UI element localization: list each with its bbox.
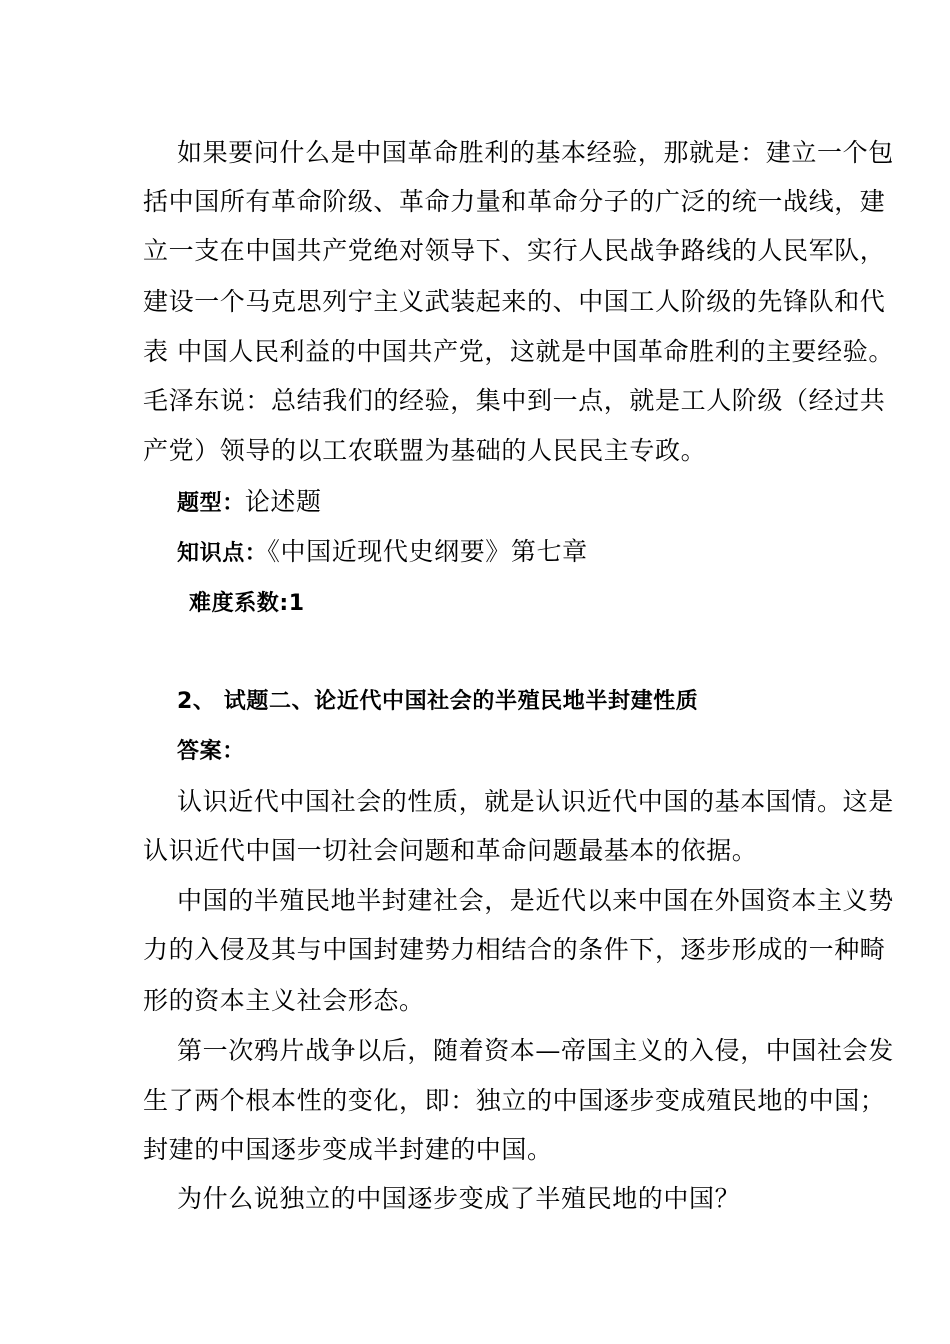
question-heading: 2、 试题二、论近代中国社会的半殖民地半封建性质: [177, 689, 699, 714]
difficulty: 难度系数:1: [189, 591, 305, 616]
knowledge-label: 知识点：: [177, 541, 268, 566]
paragraph-line: 立一支在中国共产党绝对领导下、实行人民战争路线的人民军队，: [143, 236, 886, 265]
paragraph-line: 生了两个根本性的变化，即：独立的中国逐步变成殖民地的中国；: [143, 1086, 886, 1115]
paragraph-line: 第一次鸦片战争以后，随着资本—帝国主义的入侵，中国社会发: [177, 1036, 894, 1065]
paragraph-line: 产党）领导的以工农联盟为基础的人民民主专政。: [143, 436, 707, 465]
paragraph-line: 力的入侵及其与中国封建势力相结合的条件下，逐步形成的一种畸: [143, 935, 886, 964]
paragraph-line: 中国的半殖民地半封建社会，是近代以来中国在外国资本主义势: [177, 886, 894, 915]
knowledge-point: [177, 536, 847, 570]
paragraph-line: 建设一个马克思列宁主义武装起来的、中国工人阶级的先锋队和代: [143, 287, 886, 316]
answer-label: 答案：: [177, 739, 245, 764]
knowledge-value: 《中国近现代史纲要》第七章: [267, 537, 588, 566]
question-type: [177, 486, 847, 520]
paragraph-line: 认识近代中国社会的性质，就是认识近代中国的基本国情。这是: [177, 787, 894, 816]
question-type-label: 题型：: [177, 491, 245, 516]
paragraph-line: 认识近代中国一切社会问题和革命问题最基本的依据。: [143, 836, 758, 865]
paragraph-line: 为什么说独立的中国逐步变成了半殖民地的中国？: [177, 1184, 741, 1213]
paragraph-line: 形的资本主义社会形态。: [143, 986, 425, 1015]
paragraph-line: 表 中国人民利益的中国共产党，这就是中国革命胜利的主要经验。: [143, 337, 894, 366]
question-type-value: 论述题: [244, 487, 322, 516]
paragraph-line: 括中国所有革命阶级、革命力量和革命分子的广泛的统一战线，建: [143, 187, 886, 216]
paragraph-line: 封建的中国逐步变成半封建的中国。: [143, 1135, 553, 1164]
paragraph-line: 如果要问什么是中国革命胜利的基本经验，那就是：建立一个包: [177, 138, 894, 167]
paragraph-line: 毛泽东说：总结我们的经验，集中到一点，就是工人阶级（经过共: [143, 386, 886, 415]
